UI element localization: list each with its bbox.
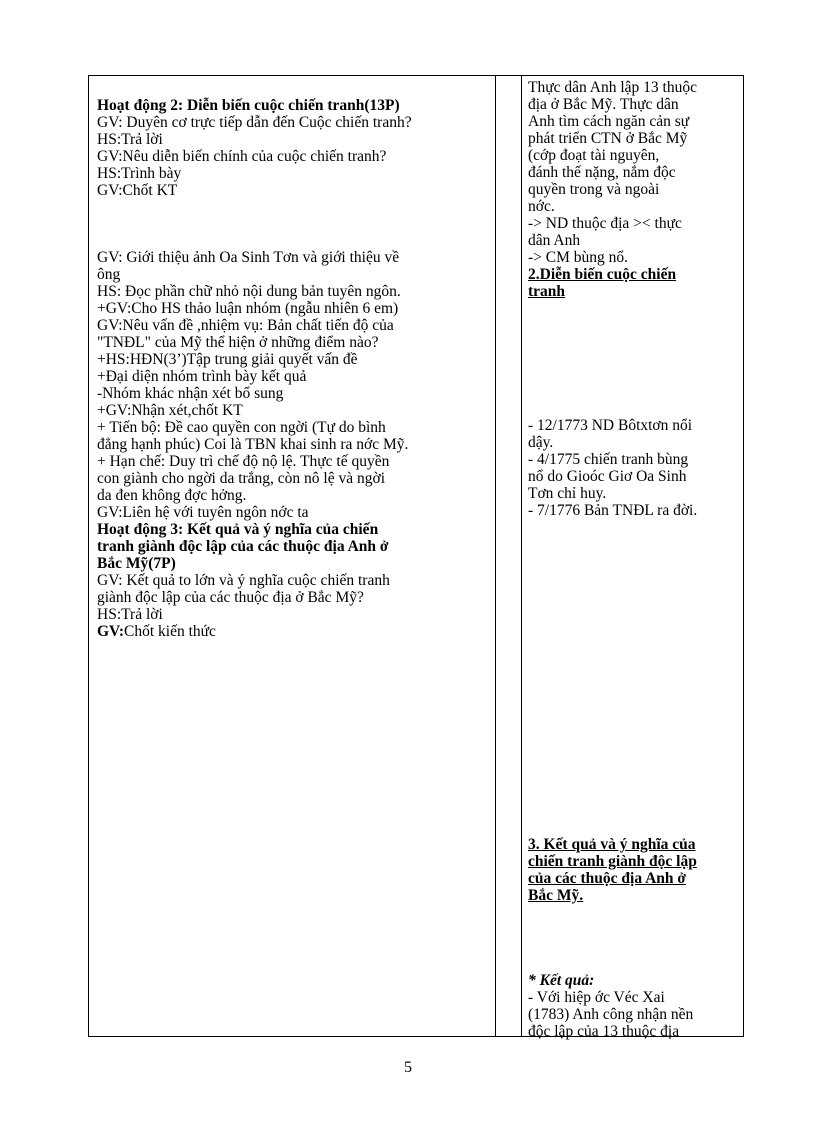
- text-line: đánh thế nặng, nắm độc: [528, 164, 676, 181]
- text-line: HS:Trình bày: [97, 165, 182, 182]
- text-line: phát triển CTN ở Bắc Mỹ: [528, 130, 688, 147]
- text-line: Thực dân Anh lập 13 thuộc: [528, 79, 697, 96]
- text-line: ông: [97, 266, 121, 283]
- text-line: "TNĐL" của Mỹ thể hiện ở những điểm nào?: [97, 334, 379, 351]
- text-line: đẳng hạnh phúc) Coi là TBN khai sinh ra nớc Mỹ.: [97, 436, 409, 453]
- lesson-table: [88, 75, 744, 1040]
- text-line: GV: Duyên cơ trực tiếp dẫn đến Cuộc chiến tranh?: [97, 114, 412, 131]
- text-line: GV: Kết quả to lớn và ý nghĩa cuộc chiến tranh: [97, 572, 390, 589]
- event-item: - 4/1775 chiến tranh bùng: [528, 451, 689, 468]
- gv-label: GV:: [97, 623, 124, 640]
- section-2-heading: 2.Diễn biến cuộc chiến: [528, 266, 677, 283]
- text-line: giành độc lập của các thuộc địa ở Bắc Mỹ?: [97, 589, 364, 606]
- result-line: - Với hiệp ớc Véc Xai: [528, 989, 665, 1006]
- text-line: +HS:HĐN(3’)Tập trung giải quyết vấn đề: [97, 351, 358, 368]
- text-line: Anh tìm cách ngăn cản sự: [528, 113, 690, 130]
- section-3-heading: 3. Kết quả và ý nghĩa của: [528, 836, 696, 853]
- text-line: quyền trong và ngoài: [528, 181, 660, 198]
- activity-3-heading: tranh giành độc lập của các thuộc địa Anh ở: [97, 538, 389, 555]
- text-line: +Đại diện nhóm trình bày kết quả: [97, 368, 307, 385]
- text-line: [97, 623, 216, 640]
- text-line: HS: Đọc phần chữ nhỏ nội dung bản tuyên ngôn.: [97, 283, 401, 300]
- text-line: +GV:Nhận xét,chốt KT: [97, 402, 243, 419]
- event-item: Tơn chỉ huy.: [528, 485, 607, 502]
- section-3-heading: của các thuộc địa Anh ở: [528, 870, 687, 887]
- teacher-student-activity-column: [89, 76, 496, 1036]
- text-line: GV:Nêu vấn đề ,nhiệm vụ: Bản chất tiến độ của: [97, 317, 394, 334]
- text-line: + Tiến bộ: Đề cao quyền con ngời (Tự do bình: [97, 419, 386, 436]
- text-line: HS:Trả lời: [97, 131, 163, 148]
- text-line: (cớp đoạt tài nguyên,: [528, 147, 660, 164]
- text-line: da đen không đợc hởng.: [97, 487, 247, 504]
- text-line: con giành cho ngời da trắng, còn nô lệ và ngời: [97, 470, 385, 487]
- page-number: 5: [404, 1059, 412, 1076]
- activity-2-heading: Hoạt động 2: Diễn biến cuộc chiến tranh(13P): [97, 97, 400, 114]
- text-line: + Hạn chế: Duy trì chế độ nộ lệ. Thực tế quyền: [97, 453, 390, 470]
- text-line: -> ND thuộc địa >< thực: [528, 215, 682, 232]
- text-line: nớc.: [528, 198, 555, 215]
- result-line: (1783) Anh công nhận nền: [528, 1006, 694, 1023]
- activity-3-heading: Bắc Mỹ(7P): [97, 555, 176, 572]
- text-line: GV: Giới thiệu ảnh Oa Sinh Tơn và giới thiệu về: [97, 249, 400, 266]
- result-label: * Kết quả:: [528, 972, 595, 989]
- event-item: - 7/1776 Bản TNĐL ra đời.: [528, 502, 698, 519]
- event-item: nổ do Gioóc Giơ Oa Sinh: [528, 468, 687, 485]
- text-line: dân Anh: [528, 232, 581, 249]
- main-content-column: [522, 76, 743, 1040]
- event-item: - 12/1773 ND Bôtxtơn nổi: [528, 417, 693, 434]
- text-line: -> CM bùng nổ.: [528, 249, 629, 266]
- narrow-column: [496, 76, 522, 1036]
- text-line: -Nhóm khác nhận xét bổ sung: [97, 385, 284, 402]
- text-line: GV:Nêu diễn biến chính của cuộc chiến tranh?: [97, 148, 387, 165]
- section-3-heading: Bắc Mỹ.: [528, 887, 584, 904]
- section-3-heading: chiến tranh giành độc lập: [528, 853, 697, 870]
- event-item: dậy.: [528, 434, 554, 451]
- text-line: +GV:Cho HS thảo luận nhóm (ngẫu nhiên 6 em): [97, 300, 399, 317]
- text-line: HS:Trả lời: [97, 606, 163, 623]
- activity-3-heading: Hoạt động 3: Kết quả và ý nghĩa của chiến: [97, 521, 379, 538]
- section-2-heading: tranh: [528, 283, 566, 300]
- result-line: độc lập của 13 thuộc địa: [528, 1023, 680, 1040]
- text-line: địa ở Bắc Mỹ. Thực dân: [528, 96, 679, 113]
- final-text: Chốt kiến thức: [124, 623, 216, 640]
- text-line: GV:Liên hệ với tuyên ngôn nớc ta: [97, 504, 309, 521]
- text-line: GV:Chốt KT: [97, 182, 178, 199]
